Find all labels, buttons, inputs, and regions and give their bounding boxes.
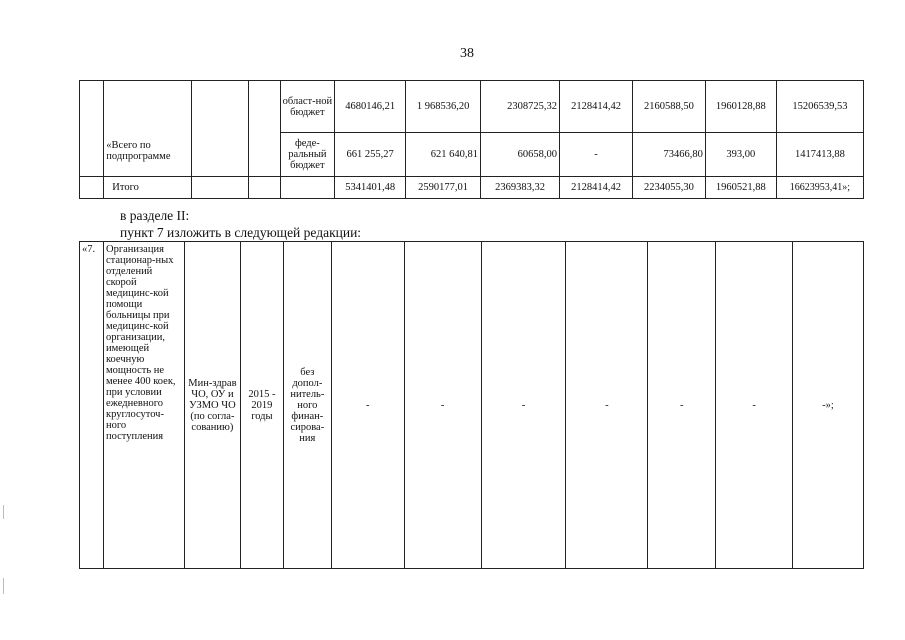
oblast-value: 2308725,32 (481, 81, 560, 133)
item-number: «7. (80, 242, 104, 569)
item-7-table (79, 241, 864, 569)
scan-mark (3, 578, 4, 594)
empty-cell (192, 81, 249, 177)
oblast-value: 4680146,21 (335, 81, 406, 133)
scan-mark (3, 505, 4, 519)
empty-cell (249, 177, 280, 199)
total-value: 2369383,32 (481, 177, 560, 199)
section-note: в разделе II: (120, 208, 190, 223)
federal-value: 73466,80 (632, 133, 705, 177)
total-value: 2590177,01 (406, 177, 481, 199)
federal-value: 60658,00 (481, 133, 560, 177)
item-value: - (716, 242, 793, 569)
federal-value: - (560, 133, 633, 177)
empty-cell (192, 177, 249, 199)
item-value: - (566, 242, 648, 569)
empty-cell (80, 177, 104, 199)
federal-value: 393,00 (705, 133, 776, 177)
oblast-value: 2160588,50 (632, 81, 705, 133)
federal-value: 1417413,88 (776, 133, 863, 177)
oblast-value: 1 968536,20 (406, 81, 481, 133)
federal-budget-label: феде-ральный бюджет (280, 133, 335, 177)
row-label-cell (104, 81, 192, 177)
empty-cell (249, 81, 280, 177)
empty-cell (280, 177, 335, 199)
total-value: 1960521,88 (705, 177, 776, 199)
item-value: -»; (793, 242, 864, 569)
item-funding: без допол-нитель-ного финан-сирова-ния (283, 242, 331, 569)
item-value: - (648, 242, 716, 569)
item-value: - (331, 242, 404, 569)
page-number: 38 (460, 46, 474, 61)
item-name: Организация стационар-ных отделений скорой медицинс-кой помощи больницы при медицинс-кой организации, имеющей коечную мощность не менее 400 коек, при условии ежедневного круглосуточ-ного поступления (103, 242, 184, 569)
total-value: 2128414,42 (560, 177, 633, 199)
item-executor: Мин-здрав ЧО, ОУ и УЗМО ЧО (по согла-сованию) (184, 242, 240, 569)
total-label: Итого (104, 177, 192, 199)
item-years: 2015 - 2019 годы (240, 242, 283, 569)
total-value: 2234055,30 (632, 177, 705, 199)
federal-value: 661 255,27 (335, 133, 406, 177)
oblast-value: 2128414,42 (560, 81, 633, 133)
federal-value: 621 640,81 (406, 133, 481, 177)
oblast-value: 15206539,53 (776, 81, 863, 133)
row-label: «Всего по подпрограмме (106, 140, 171, 162)
item-value: - (481, 242, 566, 569)
total-value: 16623953,41»; (776, 177, 863, 199)
empty-cell (80, 81, 104, 177)
oblast-budget-label: област-ной бюджет (280, 81, 335, 133)
total-value: 5341401,48 (335, 177, 406, 199)
item-value: - (404, 242, 481, 569)
subprogram-total-table (79, 80, 864, 199)
item-note: пункт 7 изложить в следующей редакции: (120, 225, 362, 240)
oblast-value: 1960128,88 (705, 81, 776, 133)
